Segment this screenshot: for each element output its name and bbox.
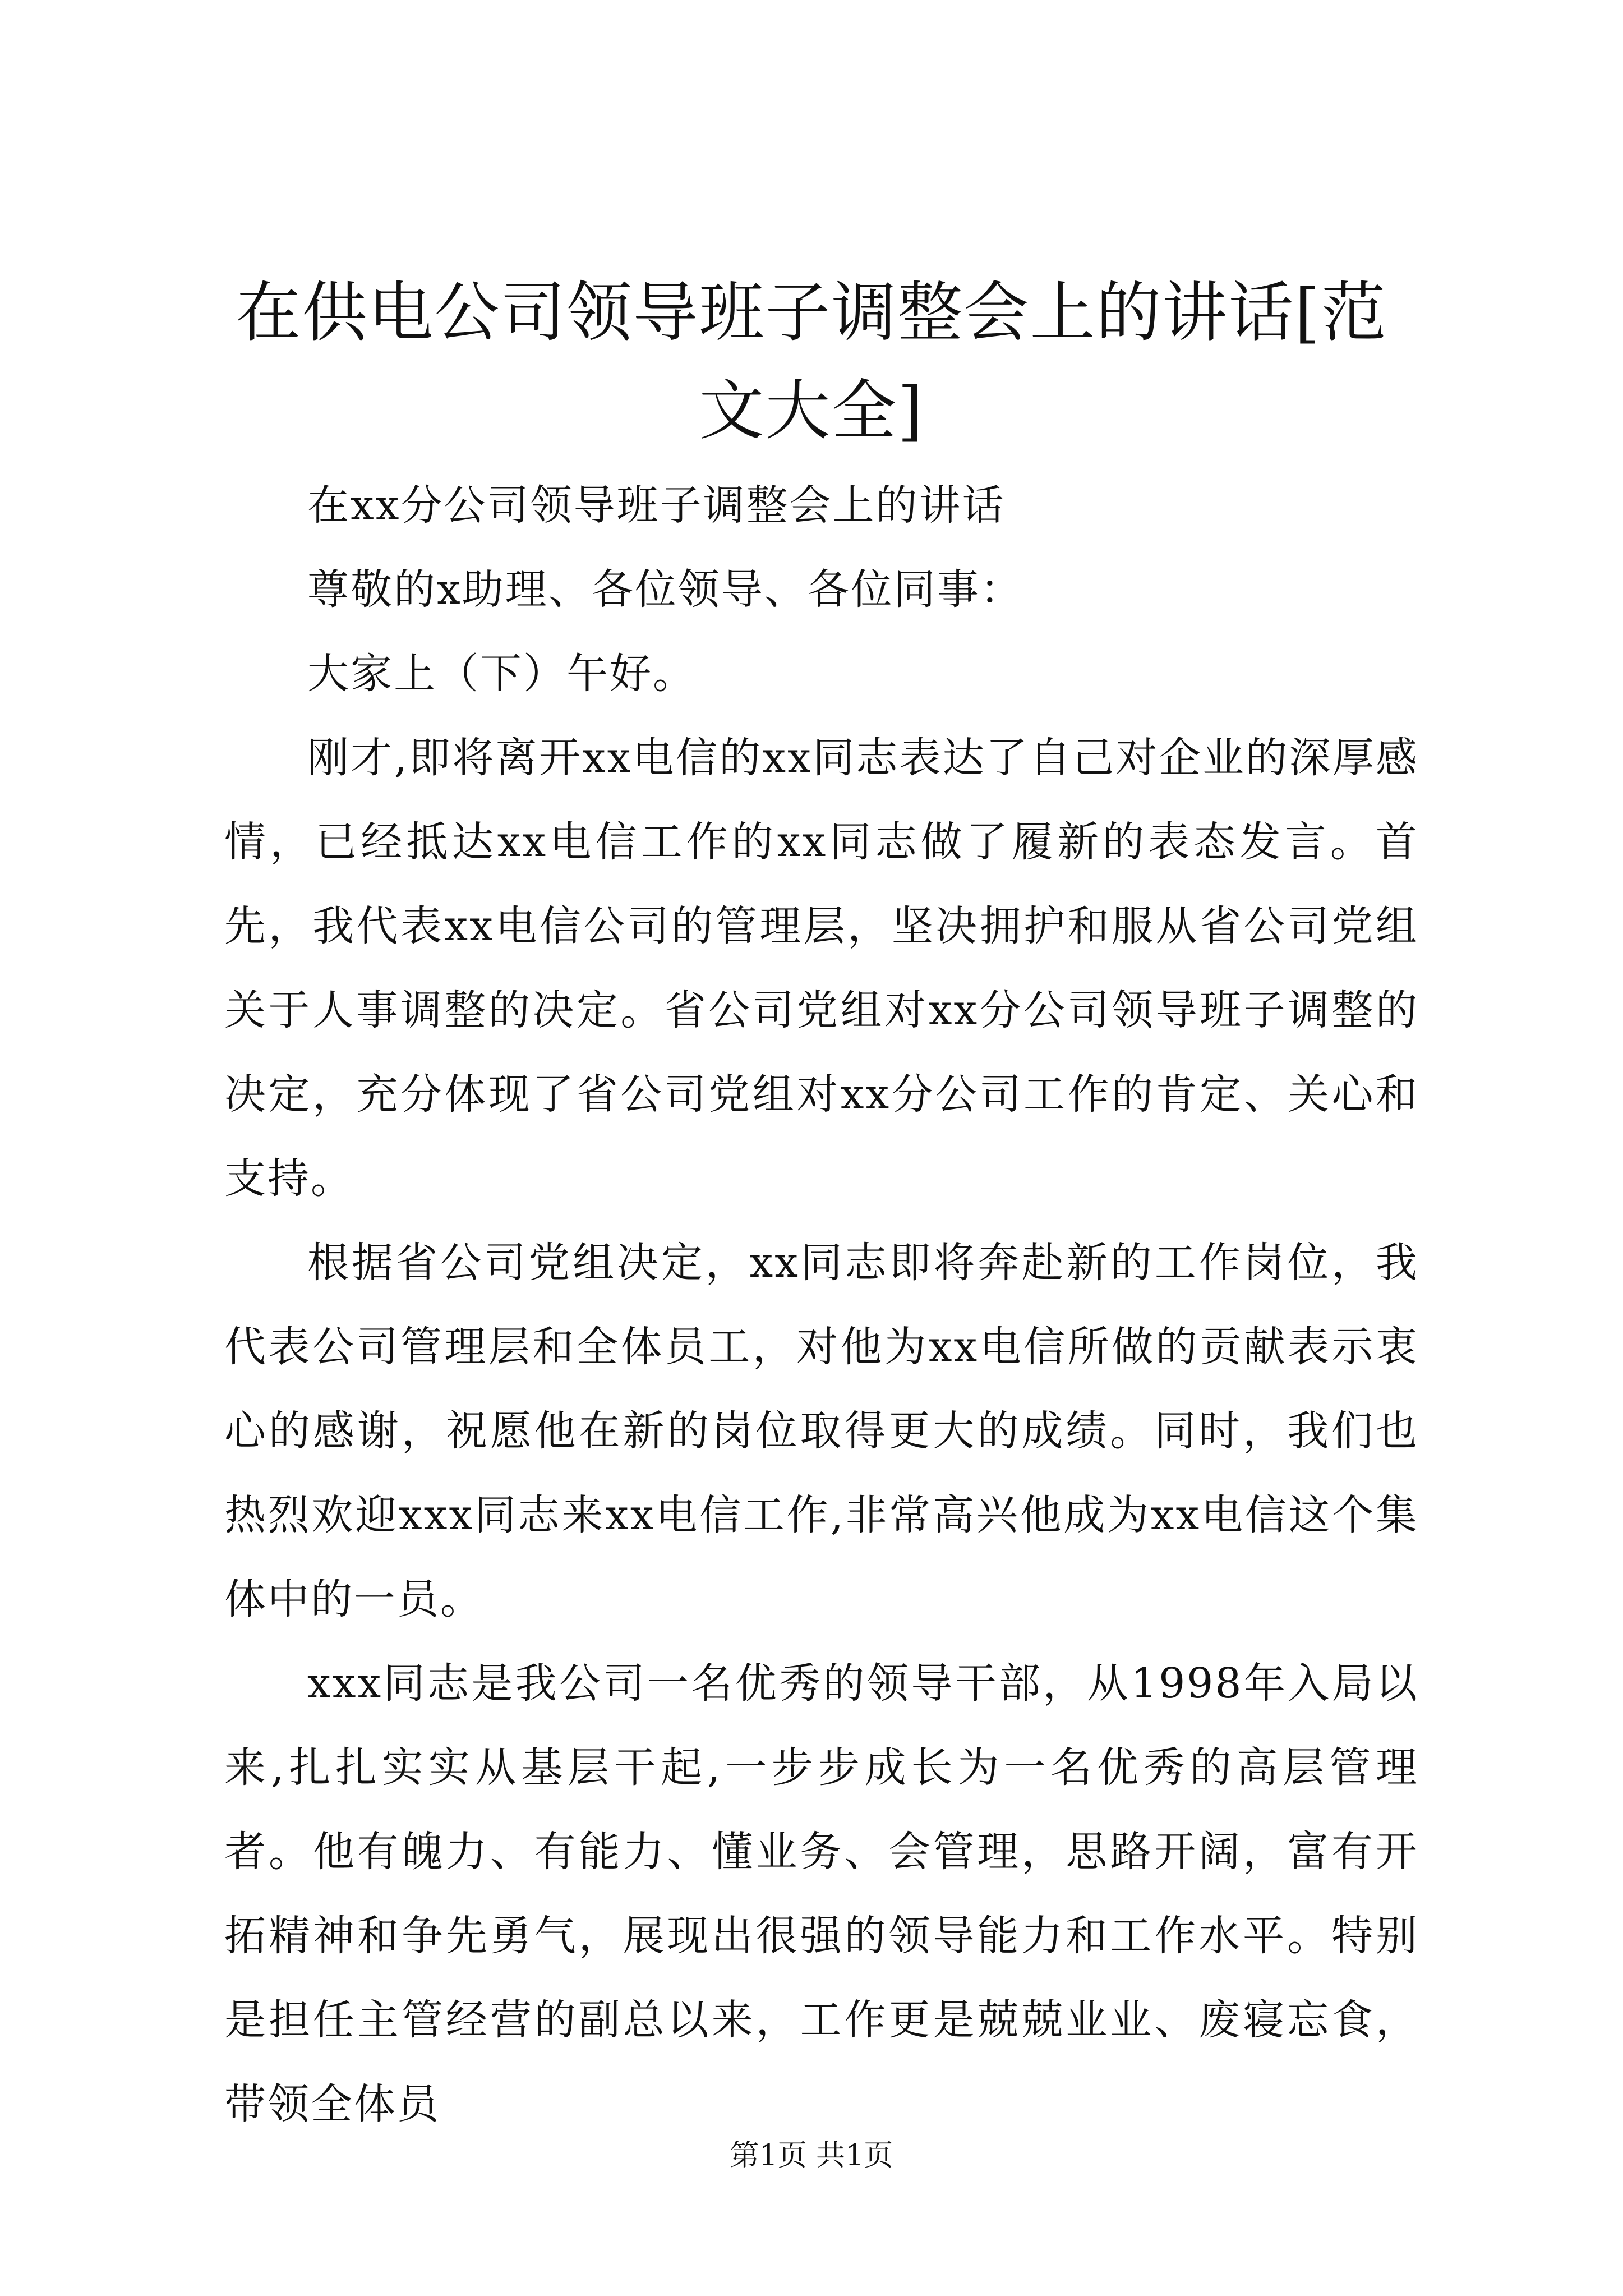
paragraph-salutation: 尊敬的x助理、各位领导、各位同事： — [307, 565, 1023, 614]
page-footer: 第1页 共1页 — [730, 2139, 893, 2173]
paragraph-heading: 在xx分公司领导班子调整会上的讲话 — [307, 481, 1006, 530]
paragraph: xxx同志是我公司一名优秀的领导干部，从1998年入局以来,扎扎实实从基层干起,一步步成长为一名优秀的高层管理者。他有魄力、有能力、懂业务、会管理，思路开阔，富有开拓精神和争先勇气，展现出很强的领导能力和工作水平。特别是担任主管经营的副总以来，工作更是兢兢业业、废寝忘食，带领全体员 — [224, 1659, 1419, 2128]
document-body — [224, 463, 1419, 2146]
document-title: 在供电公司领导班子调整会上的讲话[范文大全] — [236, 275, 1387, 449]
paragraph-greeting: 大家上（下）午好。 — [307, 650, 696, 698]
paragraph: 刚才,即将离开xx电信的xx同志表达了自己对企业的深厚感情，已经抵达xx电信工作的xx同志做了履新的表态发言。首先，我代表xx电信公司的管理层，坚决拥护和服从省公司党组关于人事调整的决定。省公司党组对xx分公司领导班子调整的决定，充分体现了省公司党组对xx分公司工作的肯定、关心和支持。 — [224, 734, 1419, 1203]
paragraph: 根据省公司党组决定，xx同志即将奔赴新的工作岗位，我代表公司管理层和全体员工，对他为xx电信所做的贡献表示衷心的感谢，祝愿他在新的岗位取得更大的成绩。同时，我们也热烈欢迎xxx同志来xx电信工作,非常高兴他成为xx电信这个集体中的一员。 — [224, 1239, 1419, 1623]
